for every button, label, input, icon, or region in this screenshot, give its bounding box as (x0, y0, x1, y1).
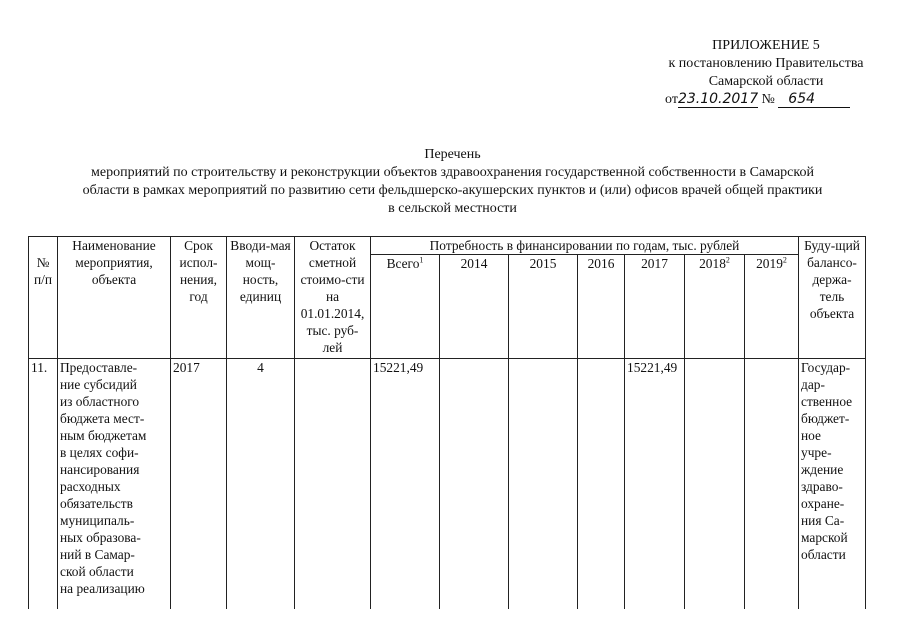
header-2014: 2014 (440, 255, 509, 359)
handwritten-number: 654 (778, 92, 850, 108)
cell-2016 (578, 359, 625, 609)
header-name: Наименование мероприятия, объекта (58, 237, 171, 359)
financing-table (28, 236, 866, 609)
cell-holder: Государ- дар- ственное бюджет- ное учре- ждение здраво- охране- ния Са- марской области (799, 359, 866, 609)
appendix-line-region: Самарской области (708, 74, 824, 89)
header-row-1 (29, 237, 866, 255)
cell-2015 (509, 359, 578, 609)
title-heading: Перечень (424, 147, 481, 162)
appendix-date-number (651, 91, 881, 109)
title-line-1: мероприятий по строительству и реконструкции объектов здравоохранения государственной собственности в Самарской (91, 165, 814, 180)
cell-total: 15221,49 (371, 359, 440, 609)
table-row (29, 359, 866, 609)
title-line-2: области в рамках мероприятий по развитию сети фельдшерско-акушерских пунктов и (или) офисов врачей общей практики (82, 183, 823, 198)
header-need: Потребность в финансировании по годам, тыс. рублей (371, 237, 799, 255)
header-2019: 2019$^2$ (745, 255, 799, 359)
header-num: № п/п (29, 237, 58, 359)
header-remaining: Остаток сметной стоимо-сти на 01.01.2014, тыс. руб-лей (295, 237, 371, 359)
header-holder: Буду-щий балансо-держа-тель объекта (799, 237, 866, 359)
cell-2017: 15221,49 (625, 359, 685, 609)
handwritten-date: 23.10.2017 (677, 91, 759, 107)
cell-term: 2017 (171, 359, 227, 609)
appendix-title: ПРИЛОЖЕНИЕ 5 (712, 38, 820, 53)
cell-2019 (745, 359, 799, 609)
cell-2018 (685, 359, 745, 609)
appendix-line-decree: к постановлению Правительства (668, 56, 864, 71)
cell-name: Предоставле- ние субсидий из областного бюджета мест- ным бюджетам в целях софи- нансирования расходных обязательств муниципаль- ных образова- ний в Самар- ской области на реализацию (58, 359, 171, 609)
title-line-3: в сельской местности (388, 201, 517, 216)
header-2015: 2015 (509, 255, 578, 359)
header-2016: 2016 (578, 255, 625, 359)
date-prefix: от (665, 92, 678, 107)
cell-capacity: 4 (227, 359, 295, 609)
number-prefix: № (761, 92, 775, 107)
appendix-block (651, 37, 881, 109)
cell-2014 (440, 359, 509, 609)
header-term: Срок испол-нения, год (171, 237, 227, 359)
header-2017: 2017 (625, 255, 685, 359)
cell-num: 11. (29, 359, 58, 609)
header-2018: 2018$^2$ (685, 255, 745, 359)
header-total: Всего$^1$ (371, 255, 440, 359)
document-title (20, 146, 885, 218)
header-capacity: Вводи-мая мощ-ность, единиц (227, 237, 295, 359)
cell-remaining (295, 359, 371, 609)
